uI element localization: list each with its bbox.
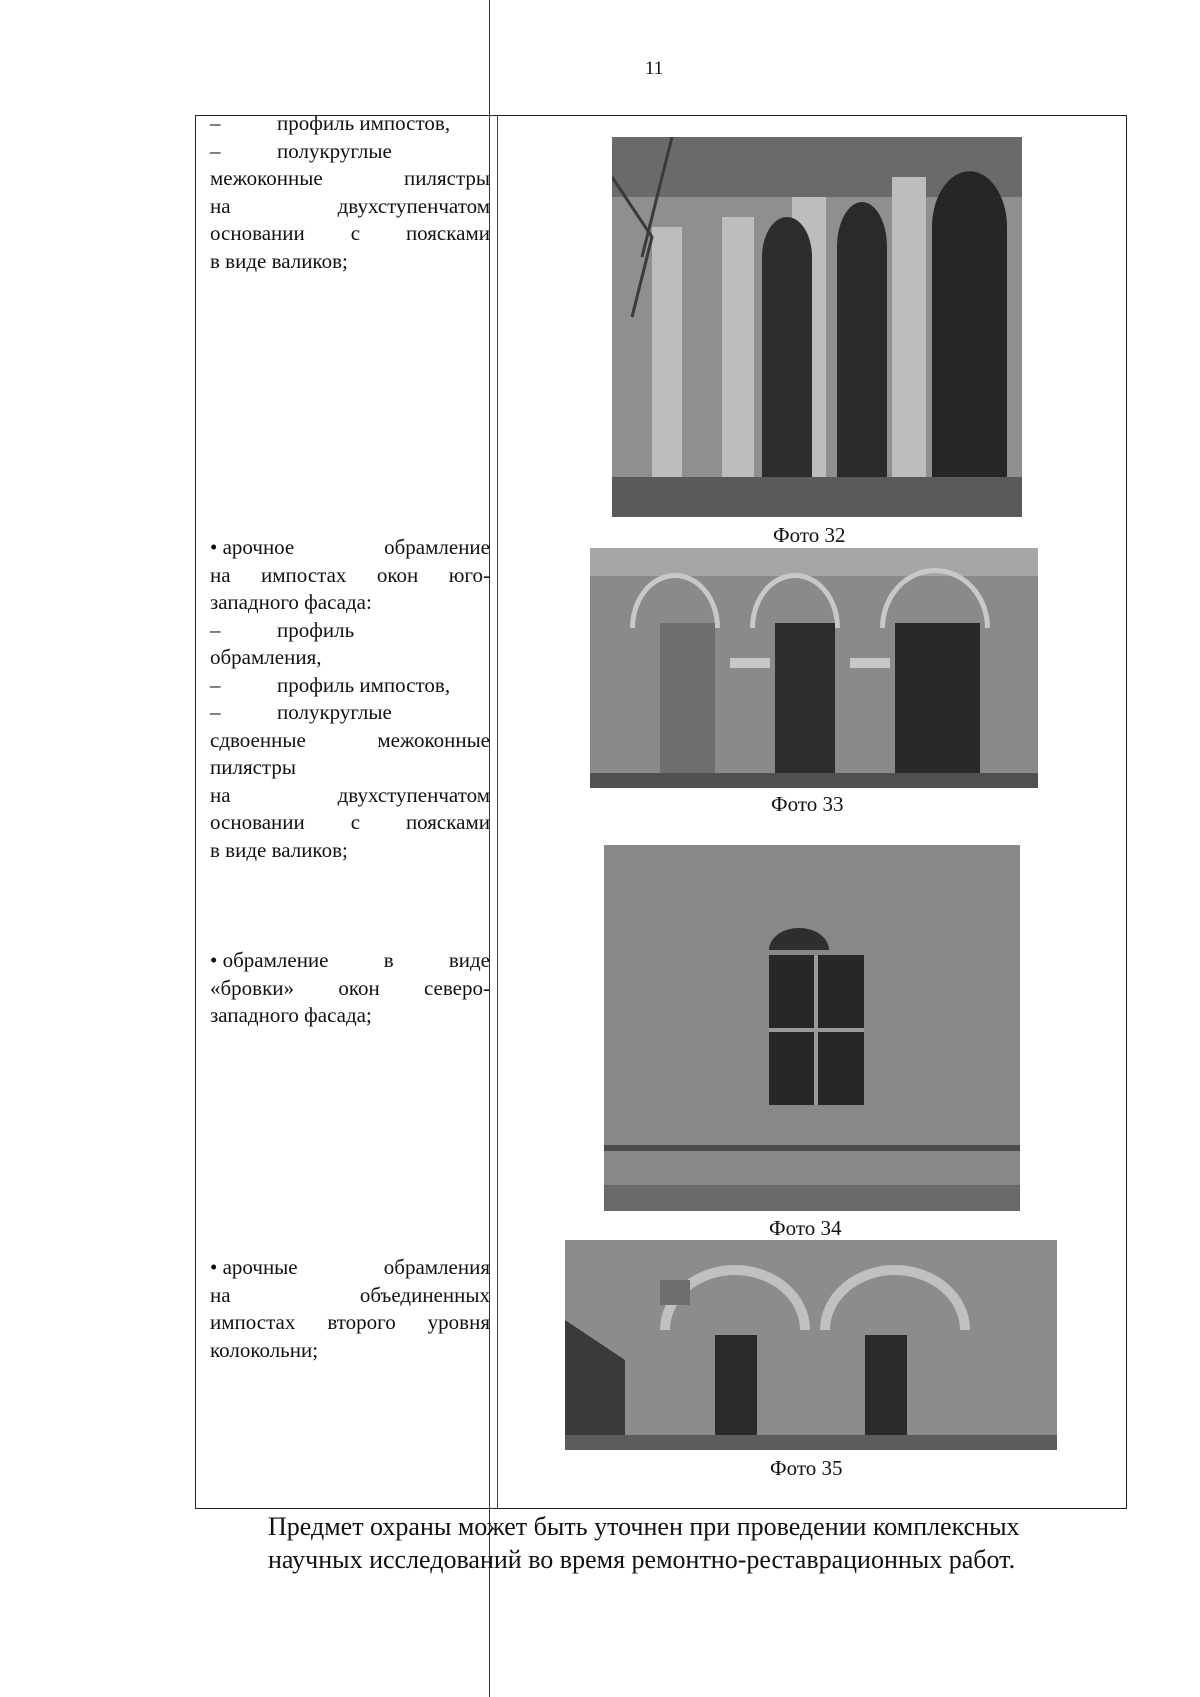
photo-34 [604,845,1020,1211]
text-word: основании [210,221,305,245]
text-word: • арочное [210,535,295,559]
text-word: «бровки» [210,975,295,1000]
photo-caption: Фото 34 [769,1216,842,1240]
text-word: северо- [423,975,490,1000]
dash-mark: – [210,111,221,135]
text-word: в [383,948,394,972]
text-line: западного фасада: [210,590,372,614]
text-word: сдвоенные [210,727,306,752]
text-word: • обрамление [210,948,329,972]
text-word: второго [327,1310,396,1334]
text-word: импостах [210,1310,296,1334]
text-line: пилястры [210,755,296,779]
dash-mark: – [210,700,221,724]
photo-32 [612,137,1022,517]
text-word: с [350,221,361,245]
text-word: на [210,562,231,587]
text-line: западного фасада; [210,1003,372,1027]
text-line: в виде валиков; [210,248,348,273]
text-line: колокольни; [210,1337,319,1362]
text-word: окон [376,562,419,587]
text-word: окон [338,975,380,1000]
text-word: юго- [448,562,490,587]
text-word: импостах [261,562,347,587]
photo-caption: Фото 32 [773,523,846,547]
text-word: поясками [405,221,490,245]
text-word: с [350,810,361,834]
description-cell-1 [210,110,490,275]
text-word: двухступенчатом [337,193,490,218]
text-line: профиль [277,617,355,642]
text-word: межоконные [377,727,490,752]
text-word: • арочные [210,1255,298,1279]
text-line: полукруглые [277,700,392,724]
text-line: обрамления, [210,645,322,669]
text-line: полукруглые [277,138,392,163]
photo-35 [565,1240,1057,1450]
dash-mark: – [210,138,221,163]
description-cell-4 [210,1254,490,1364]
text-word: межоконные [210,166,323,190]
text-line: профиль импостов, [277,111,451,135]
footer-note [268,1510,1128,1576]
description-cell-2 [210,534,490,864]
footer-line-2: научных исследований во время ремонтно-реставрационных работ. [268,1545,1016,1574]
text-word: обрамления [383,1255,490,1279]
text-word: на [210,782,231,807]
text-word: поясками [405,810,490,834]
text-word: на [210,1282,231,1307]
page-number: 11 [645,58,664,79]
footer-line-1: Предмет охраны может быть уточнен при проведении комплексных [268,1512,1020,1541]
text-line: в виде валиков; [210,837,348,862]
photo-caption: Фото 33 [771,792,844,816]
text-word: двухступенчатом [337,782,490,807]
text-word: пилястры [404,166,490,190]
table-column-divider [497,115,498,1509]
text-word: основании [210,810,305,834]
text-word: обрамление [384,535,490,559]
text-line: профиль импостов, [277,672,451,697]
dash-mark: – [210,672,221,697]
text-word: виде [448,948,490,972]
text-word: на [210,193,231,218]
text-word: объединенных [359,1282,490,1307]
dash-mark: – [210,617,221,642]
description-cell-3 [210,947,490,1030]
text-word: уровня [427,1310,490,1334]
photo-caption: Фото 35 [770,1456,843,1480]
photo-33 [590,548,1038,788]
